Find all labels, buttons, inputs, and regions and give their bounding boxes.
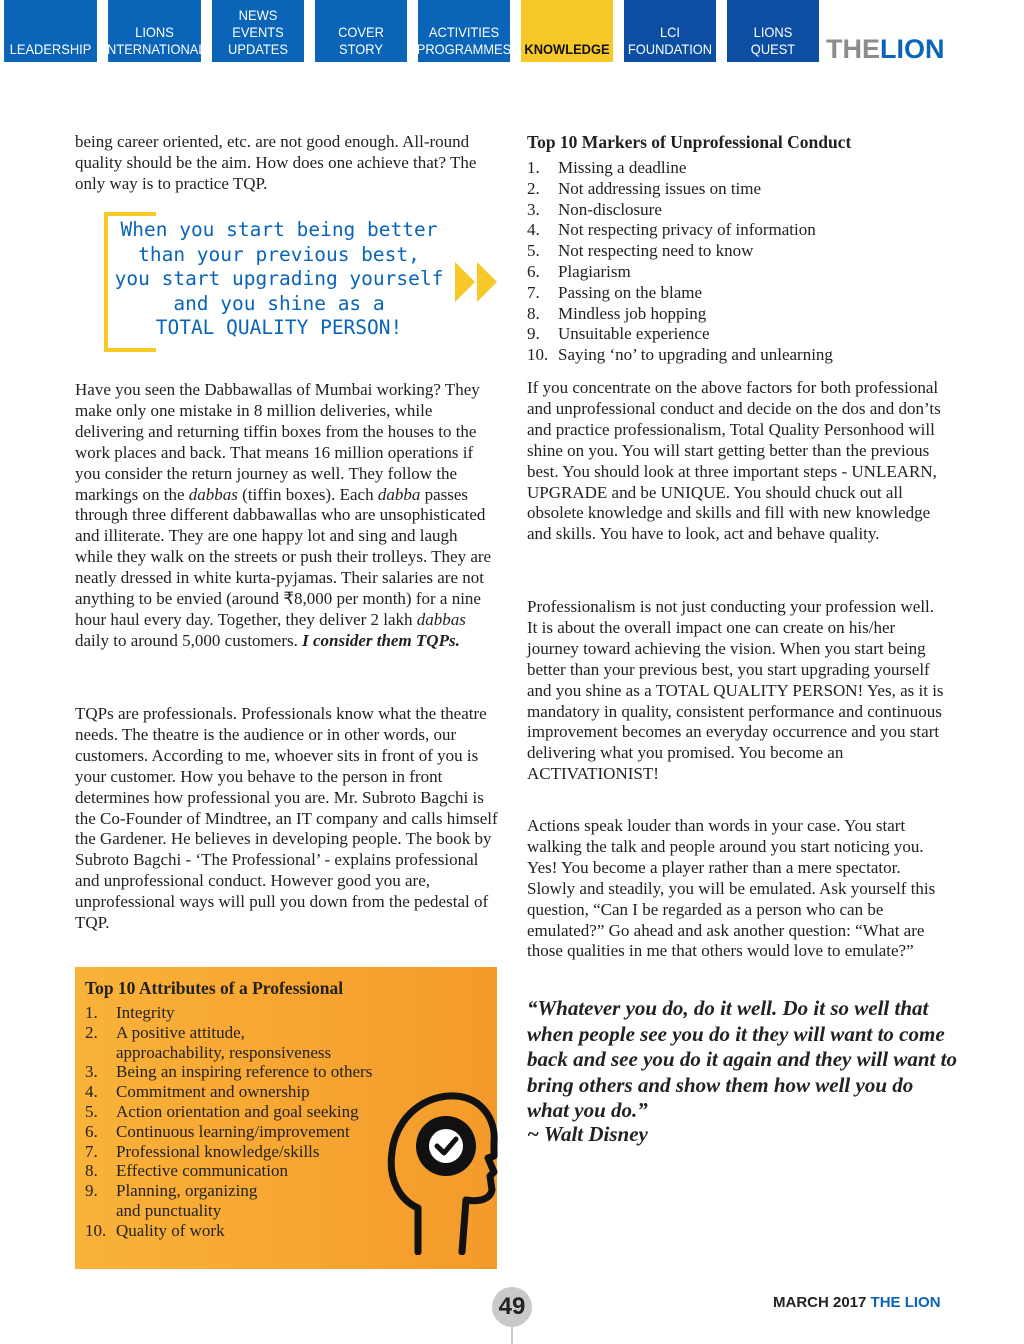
item-text: Missing a deadline: [558, 158, 687, 177]
tab-label: COVER STORY: [338, 24, 384, 57]
text-run: Have you seen the Dabbawallas of Mumbai working? They make only one mistake in 8 million deliveries, while delivering and returning tiffin boxes from the houses to the work places and back. That means 16 million operations if you consider the return journey as well. They follow the markings on the: [75, 380, 480, 504]
item-text: Integrity: [116, 1003, 175, 1022]
magazine-logo[interactable]: [826, 34, 945, 65]
markers-list: [527, 158, 947, 366]
tab-label: EVENTS: [232, 24, 284, 40]
text-run-italic: dabbas: [416, 609, 466, 629]
list-item: [527, 179, 947, 200]
tab-label: LIONS: [135, 24, 174, 40]
tab-label: NEWS: [238, 7, 278, 23]
item-text: Not addressing issues on time: [558, 178, 762, 198]
tab-label: PROGRAMMES: [416, 41, 512, 57]
item-number: 3.: [527, 199, 540, 219]
item-number: 10.: [527, 345, 549, 365]
text-run-italic: dabbas: [188, 484, 238, 504]
item-number: 9.: [85, 1181, 98, 1201]
item-text: Continuous learning/improvement: [116, 1121, 350, 1141]
item-text: Non-disclosure: [558, 199, 662, 219]
tab-knowledge[interactable]: [521, 0, 613, 62]
pull-quote-text: [104, 218, 454, 341]
list-item: [527, 324, 947, 345]
tab-lions-international[interactable]: [103, 0, 206, 62]
tab-label: LCI: [659, 24, 681, 40]
tab-label: KNOWLEDGE: [524, 41, 610, 57]
markers-title: Top 10 Markers of Unprofessional Conduct: [527, 132, 852, 152]
tqp-paragraph: TQPs are professionals. Professionals know what the theatre needs. The theatre is the audience or in other words, our customers. According to me, whoever sits in front of you is your customer. How you behave to the person in front determines how professional you are. Mr. Subroto Bagchi is the Co-Founder of Mindtree, an IT company and calls himself the Gardener. He believes in developing people. The book by Subroto Bagchi - ‘The Professional’ - explains professional and unprofessional conduct. However good you are, unprofessional ways will pull you down from the pedestal of TQP.: [75, 704, 498, 933]
tab-cover-story[interactable]: [315, 0, 407, 62]
item-text: Plagiarism: [558, 261, 631, 281]
list-item: [85, 1221, 415, 1241]
item-text: Unsuitable experience: [558, 324, 710, 344]
list-item: [85, 1003, 415, 1023]
pull-quote-line: than your previous best,: [138, 242, 420, 266]
tab-label: LIONS: [753, 24, 793, 40]
logo-the: THE: [826, 34, 880, 64]
list-item: [85, 1023, 415, 1043]
pull-quote-line: When you start being better: [120, 218, 438, 241]
logo-lion: LION: [880, 34, 945, 64]
item-number: 10.: [85, 1220, 107, 1240]
list-item: [527, 220, 947, 241]
tab-label: INTERNATIONAL: [103, 41, 206, 57]
list-item: [85, 1062, 415, 1082]
item-number: 1.: [527, 158, 540, 177]
tab-label: UPDATES: [228, 41, 288, 57]
item-text: Quality of work: [116, 1220, 225, 1240]
item-text: Commitment and ownership: [116, 1082, 310, 1102]
item-text: A positive attitude,: [116, 1022, 245, 1042]
attributes-list: [85, 1003, 415, 1241]
item-text: Professional knowledge/skills: [116, 1141, 320, 1161]
list-item: [85, 1122, 415, 1142]
page-number-stem: [511, 1326, 513, 1344]
actions-paragraph: Actions speak louder than words in your case. You start walking the talk and people around you start noticing you. Yes! You become a player rather than a mere spectator. Slowly and steadily, you will be emulated. Ask yourself this question, “Can I be regarded as a person who can be emulated?” Go ahead and ask another question: “What are those qualities in me that others would love to emulate?”: [527, 816, 936, 961]
tab-lci-foundation[interactable]: [624, 0, 716, 62]
attributes-title: Top 10 Attributes of a Professional: [85, 978, 344, 998]
item-text: Not respecting privacy of information: [558, 220, 816, 240]
pull-quote: [104, 212, 454, 352]
pull-quote-line: you start upgrading yourself: [114, 267, 444, 290]
item-text: Passing on the blame: [558, 282, 703, 302]
item-text: and punctuality: [116, 1200, 222, 1220]
item-text: Effective communication: [116, 1161, 288, 1181]
item-number: 8.: [527, 303, 540, 323]
item-number: 2.: [85, 1022, 98, 1042]
item-text: Being an inspiring reference to others: [116, 1062, 373, 1082]
item-text: Mindless job hopping: [558, 303, 707, 323]
list-item: [527, 345, 947, 366]
item-number: 7.: [85, 1141, 98, 1161]
list-item: [85, 1201, 415, 1221]
item-text: approachability, responsiveness: [116, 1042, 332, 1062]
list-item: [85, 1102, 415, 1122]
item-number: 1.: [85, 1003, 98, 1022]
professionalism-paragraph: Professionalism is not just conducting your profession well. It is about the overall impact one can create on his/her journey toward achieving the vision. When you start being better than your previous best, you start upgrading yourself and you shine as a TOTAL QUALITY PERSON! Yes, as it is mandatory in quality, consistent performance and continuous improvement becomes an everyday occurrence and you start delivering what you promised. You become an ACTIVATIONIST!: [527, 597, 944, 784]
dabbawala-paragraph: [75, 380, 499, 652]
item-number: 7.: [527, 282, 540, 302]
list-item: [85, 1082, 415, 1102]
tab-leadership[interactable]: [4, 0, 97, 62]
tab-label: FOUNDATION: [627, 41, 713, 57]
head-checkmark-icon: [378, 1080, 498, 1255]
intro-paragraph: being career oriented, etc. are not good enough. All-round quality should be the aim. How does one achieve that? The only way is to practice TQP.: [75, 132, 477, 193]
issue-date: MARCH 2017: [773, 1294, 867, 1311]
footer-issue: [773, 1294, 941, 1311]
list-item: [85, 1181, 415, 1201]
item-number: 5.: [527, 241, 540, 261]
item-number: 8.: [85, 1161, 98, 1181]
text-run-emphasis: I consider them TQPs.: [302, 630, 460, 650]
item-number: 4.: [85, 1082, 98, 1102]
tab-label: QUEST: [750, 41, 796, 57]
quote-author: ~ Walt Disney: [527, 1122, 648, 1146]
list-item: [527, 241, 947, 262]
item-text: Planning, organizing: [116, 1181, 258, 1201]
item-number: 5.: [85, 1101, 98, 1121]
page-number: 49: [492, 1287, 532, 1327]
pull-quote-line: TOTAL QUALITY PERSON!: [155, 316, 403, 339]
item-text: Action orientation and goal seeking: [116, 1101, 359, 1121]
walt-disney-quote: “Whatever you do, do it well. Do it so well that when people see you do it they will want to come back and see you do it again and they will want to bring others and show them how well you do what you do.”: [527, 996, 957, 1122]
item-number: 4.: [527, 220, 540, 240]
list-item: [527, 158, 947, 179]
list-item: [527, 262, 947, 283]
text-run-italic: dabba: [377, 484, 421, 504]
item-number: 3.: [85, 1062, 98, 1082]
tab-label: ACTIVITIES: [428, 24, 500, 40]
section-nav: [0, 0, 1024, 62]
text-run: daily to around 5,000 customers.: [75, 630, 303, 650]
item-number: 6.: [85, 1121, 98, 1141]
footer-magazine-name: THE LION: [870, 1294, 941, 1311]
double-arrow-icon: [455, 262, 499, 302]
item-number: 6.: [527, 261, 540, 281]
list-item: [527, 283, 947, 304]
tab-label: LEADERSHIP: [9, 41, 92, 57]
tab-activities-programmes[interactable]: [418, 0, 510, 62]
item-text: Not respecting need to know: [558, 241, 754, 261]
item-text: Saying ‘no’ to upgrading and unlearning: [558, 345, 833, 365]
list-item: [527, 304, 947, 325]
list-item: [527, 200, 947, 221]
concentrate-paragraph: If you concentrate on the above factors for both professional and unprofessional conduct and decide on the dos and don’ts and practice professionalism, Total Quality Personhood will shine on you. You will start getting better than the previous best. You should look at three important steps - UNLEARN, UPGRADE and be UNIQUE. You should chuck out all obsolete knowledge and skills and fill with new knowledge and skills. You have to look, act and behave quality.: [527, 378, 941, 544]
text-run: passes through three different dabbawallas who are unsophisticated and illiterate. They are one happy lot and sing and laugh while they walk on the streets or push their trolleys. They are neatly dressed in white kurta-pyjamas. Their salaries are not anything to be envied (around ₹8,000 per month) for a nine hour haul every day. Together, they deliver 2 lakh: [75, 484, 492, 629]
list-item: [85, 1142, 415, 1162]
item-number: 9.: [527, 324, 540, 344]
list-item: [85, 1161, 415, 1181]
item-number: 2.: [527, 178, 540, 198]
pull-quote-line: and you shine as a: [173, 291, 385, 315]
tab-lions-quest[interactable]: [727, 0, 819, 62]
tab-news-events-updates[interactable]: [212, 0, 304, 62]
list-item: [85, 1043, 415, 1063]
text-run: (tiffin boxes). Each: [237, 484, 378, 504]
